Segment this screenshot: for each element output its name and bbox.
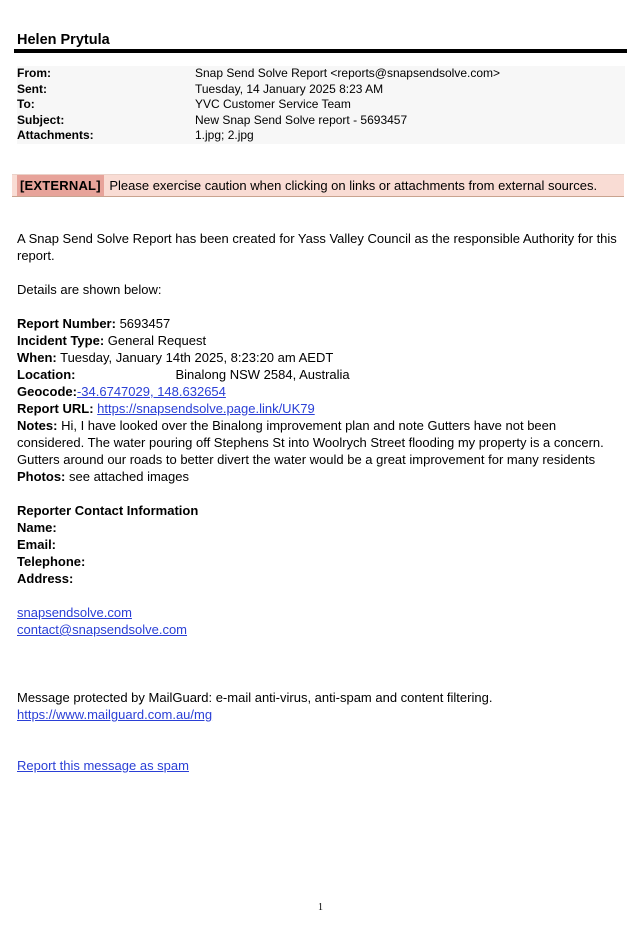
sent-label: Sent: xyxy=(17,81,47,96)
photos-line xyxy=(17,468,625,485)
report-url-link[interactable]: https://snapsendsolve.page.link/UK79 xyxy=(97,401,315,416)
sent-row xyxy=(17,82,625,98)
contact-email-link[interactable]: contact@snapsendsolve.com xyxy=(17,622,188,637)
location-label: Location: xyxy=(17,367,76,382)
external-warning-banner xyxy=(12,174,624,197)
report-number-label: Report Number: xyxy=(17,316,116,331)
subject-value: New Snap Send Solve report - 5693457 xyxy=(195,112,408,127)
location-line xyxy=(17,366,625,383)
mailguard-notice: Message protected by MailGuard: e-mail anti-virus, anti-spam and content filtering. xyxy=(17,690,493,705)
mailguard-link[interactable]: https://www.mailguard.com.au/mg xyxy=(17,707,213,722)
report-number-value: 5693457 xyxy=(119,316,171,331)
subject-row xyxy=(17,113,625,129)
location-value: Binalong NSW 2584, Australia xyxy=(175,367,350,382)
when-label: When: xyxy=(17,350,57,365)
mailbox-owner-name: Helen Prytula xyxy=(17,32,110,48)
intro-paragraph: A Snap Send Solve Report has been created for Yass Valley Council as the responsible Authority for this report. xyxy=(17,231,617,263)
email-body xyxy=(17,230,625,774)
external-tag: [EXTERNAL] xyxy=(17,175,104,196)
attachments-label: Attachments: xyxy=(17,128,94,142)
report-url-label: Report URL: xyxy=(17,401,94,416)
reporter-email-label: Email: xyxy=(17,537,57,552)
geocode-label: Geocode: xyxy=(17,384,77,399)
attachments-value: 1.jpg; 2.jpg xyxy=(195,128,254,142)
to-row xyxy=(17,97,625,113)
details-intro: Details are shown below: xyxy=(17,282,162,297)
reporter-telephone-label: Telephone: xyxy=(17,554,86,569)
photos-label: Photos: xyxy=(17,469,66,484)
when-value: Tuesday, January 14th 2025, 8:23:20 am AEDT xyxy=(60,350,334,365)
reporter-name-label: Name: xyxy=(17,520,57,535)
geocode-line xyxy=(17,383,625,400)
notes-label: Notes: xyxy=(17,418,58,433)
from-row xyxy=(17,66,625,82)
from-value: Snap Send Solve Report <reports@snapsendsolve.com> xyxy=(195,66,501,80)
when-line xyxy=(17,349,625,366)
geocode-link[interactable]: -34.6747029, 148.632654 xyxy=(76,384,226,399)
from-label: From: xyxy=(17,66,51,80)
site-link[interactable]: snapsendsolve.com xyxy=(17,605,132,620)
photos-value: see attached images xyxy=(69,469,189,484)
to-label: To: xyxy=(17,97,35,111)
page-number: 1 xyxy=(318,902,323,913)
sent-value: Tuesday, 14 January 2025 8:23 AM xyxy=(195,81,384,96)
notes-line xyxy=(17,417,625,468)
report-number-line xyxy=(17,315,625,332)
email-header-block xyxy=(17,66,625,144)
incident-type-value: General Request xyxy=(107,333,207,348)
report-spam-link[interactable]: Report this message as spam xyxy=(17,758,189,773)
header-divider xyxy=(14,49,627,53)
to-value: YVC Customer Service Team xyxy=(195,97,351,111)
reporter-heading: Reporter Contact Information xyxy=(17,503,199,518)
subject-label: Subject: xyxy=(17,112,65,127)
notes-value: Hi, I have looked over the Binalong improvement plan and note Gutters have not been considered. The water pouring off Stephens St into Woolrych Street flooding my property is a concern. Gutters around our roads to better divert the water would be a great improvement for many residents xyxy=(17,418,604,467)
incident-type-label: Incident Type: xyxy=(17,333,105,348)
attachments-row xyxy=(17,128,625,144)
external-warning-message: Please exercise caution when clicking on links or attachments from external sources. xyxy=(109,178,598,193)
report-url-line xyxy=(17,400,625,417)
reporter-address-label: Address: xyxy=(17,571,74,586)
incident-type-line xyxy=(17,332,625,349)
